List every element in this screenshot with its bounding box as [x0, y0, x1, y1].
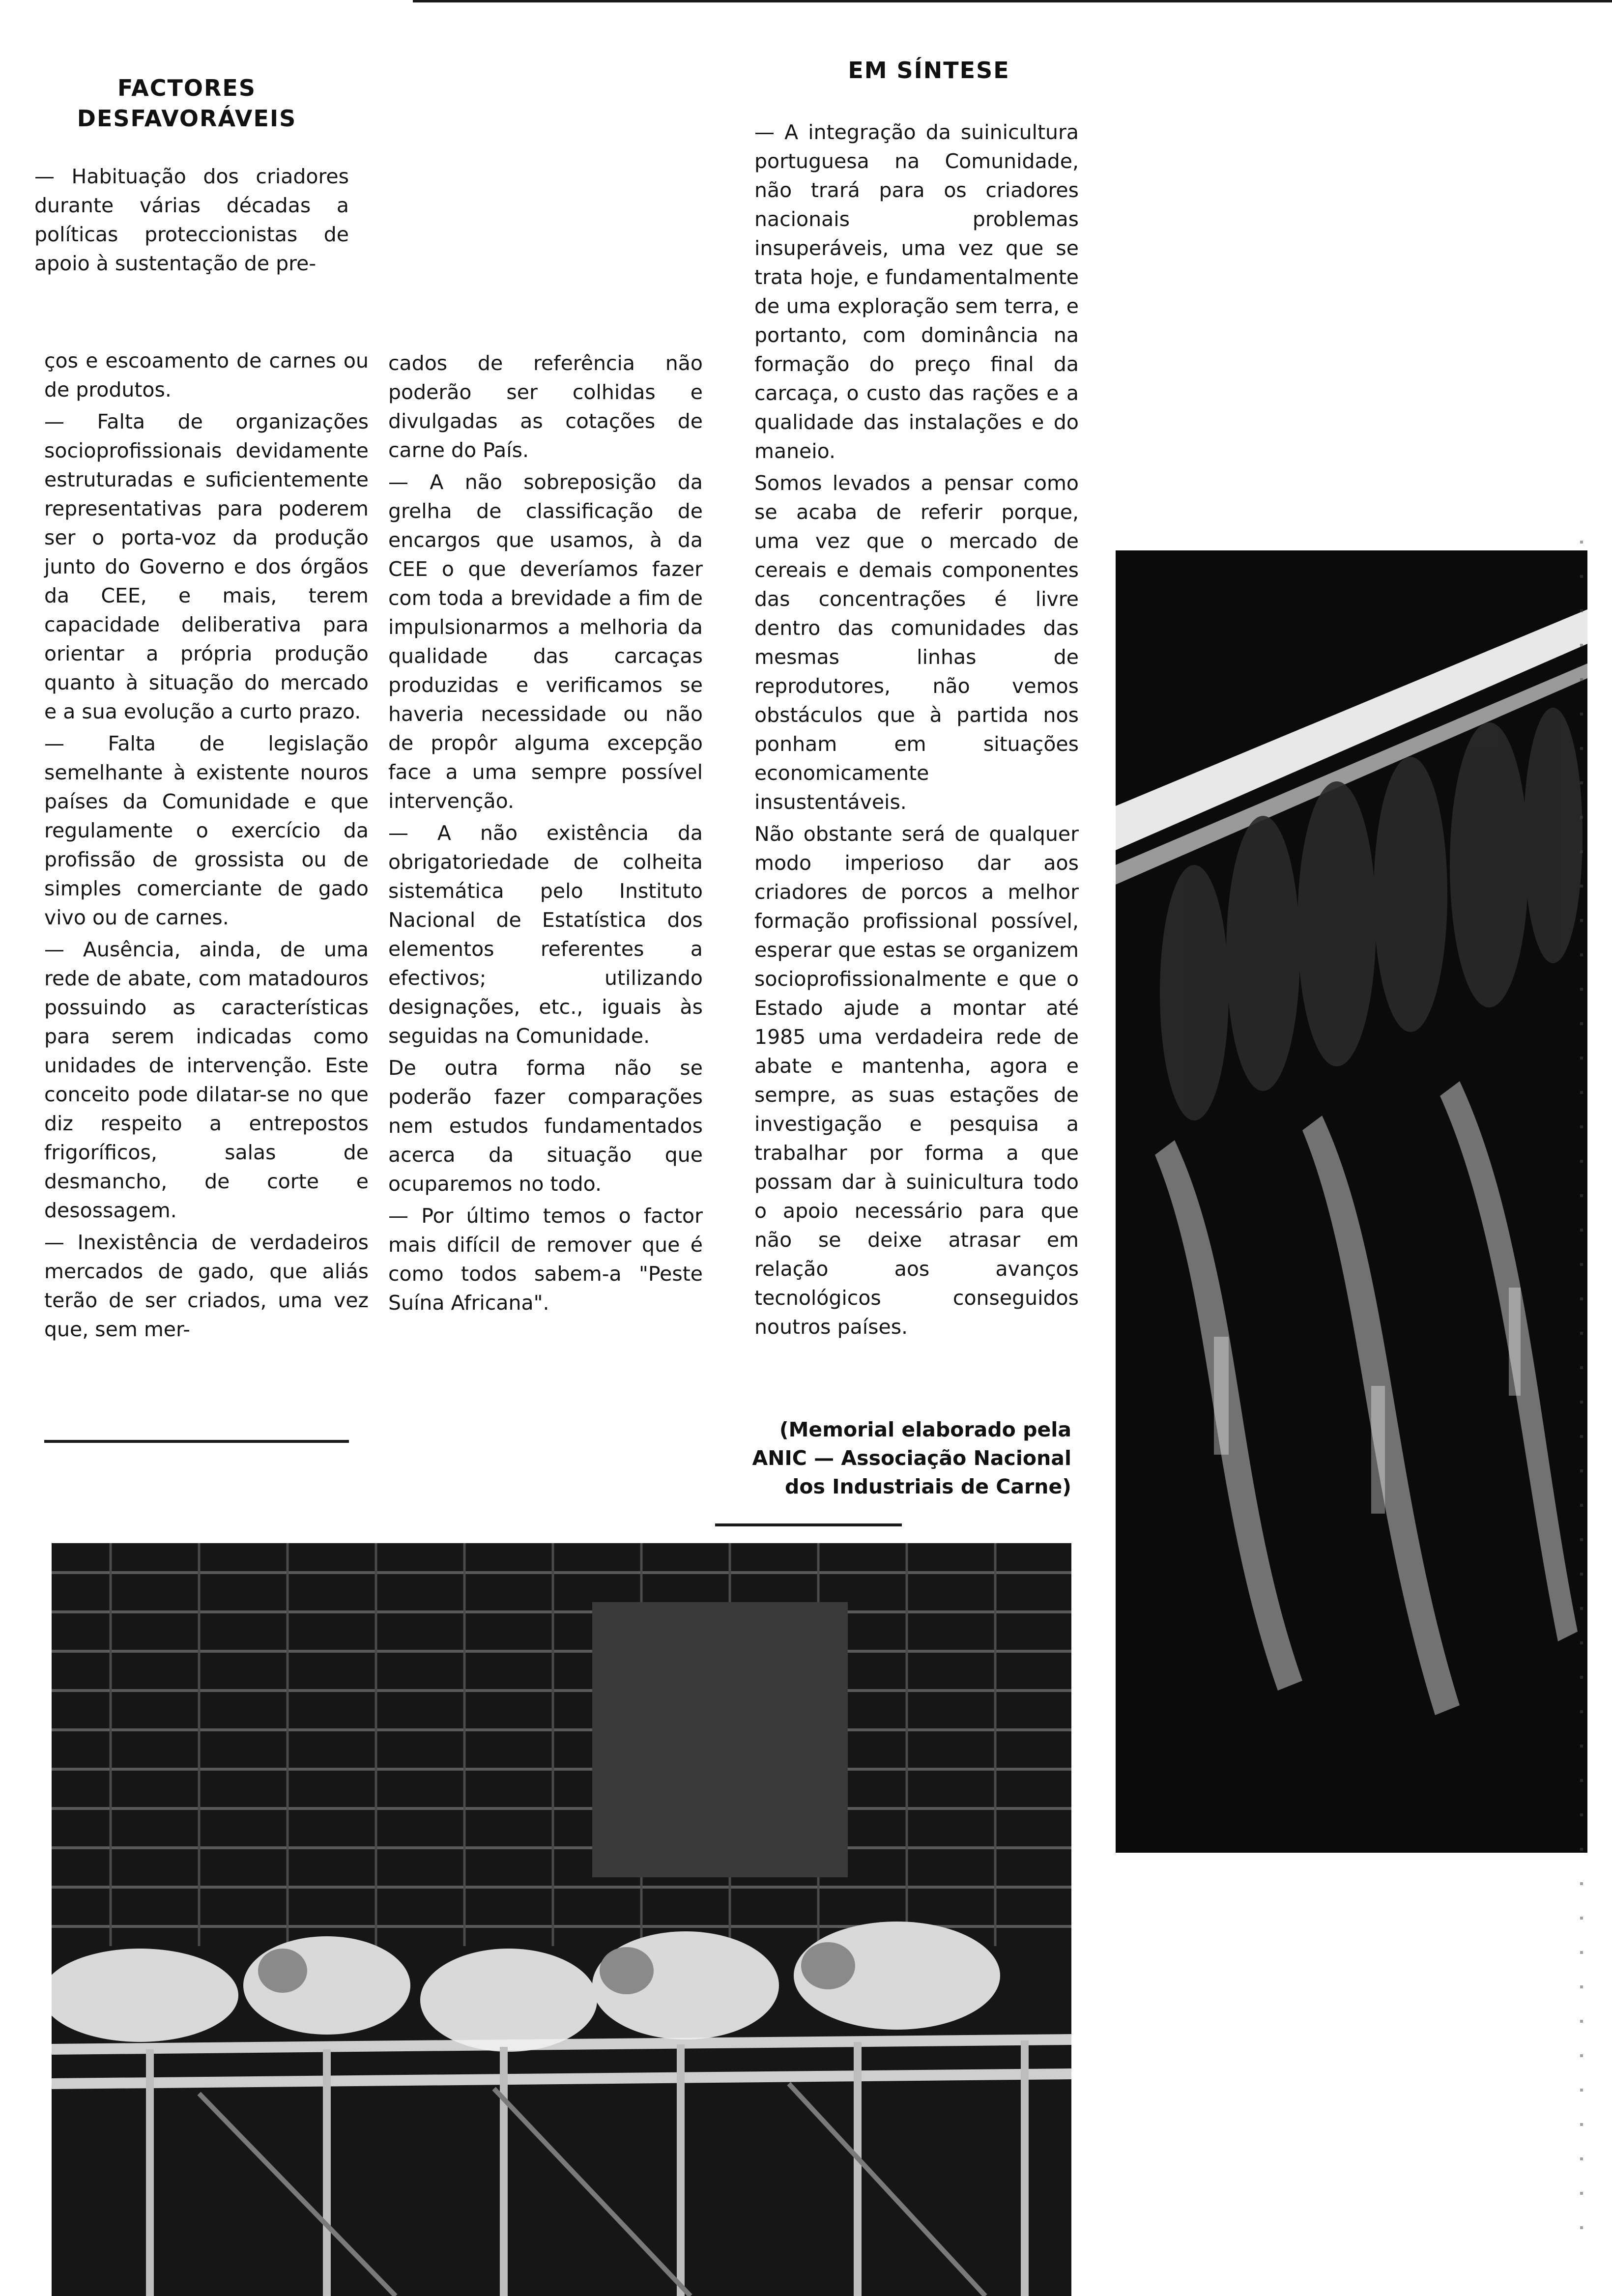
col3-paragraph-2: Somos levados a pensar como se acaba de referir porque, uma vez que o mercado de cereais e demais componentes das concentrações é livre dentro das comunidades das mesmas linhas de reprodutores, não vemos obstáculos que à partida nos ponham em situações economicamente insustentáveis. — [754, 471, 1079, 814]
col2-paragraph-4: De outra forma não se poderão fazer comparações nem estudos fundamentados acerca da situação que ocuparemos no todo. — [388, 1056, 703, 1196]
col2-paragraph-3: — A não existência da obrigatoriedade de colheita sistemática pelo Instituto Nacional de Estatística dos elementos referentes a efectivos; utilizando designações, etc., iguais às seguidas na Comunidade. — [388, 821, 703, 1048]
article-column-3 — [754, 118, 1079, 1345]
credit-underline — [715, 1523, 902, 1526]
col2-paragraph-1: cados de referência não poderão ser colhidas e divulgadas as cotações de carne do País. — [388, 351, 703, 462]
heading-line-1: FACTORES — [117, 75, 256, 101]
photo-pigs-pen — [52, 1543, 1071, 2296]
article-column-2 — [388, 349, 703, 1320]
col1-paragraph-4: — Ausência, ainda, de uma rede de abate, com matadouros possuindo as características para serem indicadas como unidades de intervenção. Este conceito pode dilatar-se no que diz respeito a entrepostos frigoríficos, salas de desmancho, de corte e desossagem. — [44, 938, 369, 1222]
top-rule — [413, 0, 1612, 2]
article-column-1 — [44, 346, 369, 1347]
heading-line-2: DESFAVORÁVEIS — [77, 105, 297, 132]
credit-block — [727, 1415, 1071, 1501]
photo-hanging-carcasses — [1116, 550, 1587, 1853]
intro-paragraph: — Habituação dos criadores durante várias décadas a políticas proteccionistas de apoio à sustentação de pre- — [34, 165, 349, 275]
intro-column — [34, 162, 349, 281]
col1-paragraph-1: ços e escoamento de carnes ou de produtos. — [44, 349, 369, 402]
col1-paragraph-3: — Falta de legislação semelhante à existente nouros países da Comunidade e que regulamente o exercício da profissão de grossista ou de simples comerciante de gado vivo ou de carnes. — [44, 732, 369, 929]
col3-paragraph-1: — A integração da suinicultura portuguesa na Comunidade, não trará para os criadores nacionais problemas insuperáveis, uma vez que se trata hoje, e fundamentalmente de uma exploração sem terra, e portanto, com dominância na formação do preço final da carcaça, o custo das rações e a qualidade das instalações e do maneio. — [754, 120, 1079, 463]
col1-paragraph-5: — Inexistência de verdadeiros mercados de gado, que aliás terão de ser criados, uma vez que, sem mer- — [44, 1231, 369, 1341]
heading-em-sintese: EM SÍNTESE — [848, 57, 1010, 84]
col2-paragraph-2: — A não sobreposição da grelha de classificação de encargos que usamos, à da CEE o que deveríamos fazer com toda a brevidade a fim de impulsionarmos a melhoria da qualidade das carcaças produzidas e verificamos se haveria necessidade ou não de propôr alguma excepção face a uma sempre possível intervenção. — [388, 470, 703, 813]
col1-end-rule — [44, 1440, 349, 1443]
scan-edge-specks — [1580, 541, 1583, 2261]
credit-line-1: (Memorial elaborado pela — [779, 1418, 1071, 1441]
col3-paragraph-3: Não obstante será de qualquer modo imperioso dar aos criadores de porcos a melhor formação profissional possível, esperar que estas se organizem socioprofissionalmente e que o Estado ajude a montar até 1985 uma verdadeira rede de abate e mantenha, agora e sempre, as suas estações de investigação e pesquisa a trabalhar por forma a que possam dar à suinicultura todo o apoio necessário para que não se deixe atrasar em relação aos avanços tecnológicos conseguidos noutros países. — [754, 822, 1079, 1339]
col1-paragraph-2: — Falta de organizações socioprofissionais devidamente estruturadas e suficientemente representativas para poderem ser o porta-voz da produção junto do Governo e dos órgãos da CEE, e mais, terem capacidade deliberativa para orientar a própria produção quanto à situação do mercado e a sua evolução a curto prazo. — [44, 410, 369, 723]
credit-line-2: ANIC — Associação Nacional — [752, 1446, 1071, 1470]
heading-factores — [49, 73, 324, 134]
col2-paragraph-5: — Por último temos o factor mais difícil de remover que é como todos sabem-a "Peste Suína Africana". — [388, 1204, 703, 1315]
credit-line-3: dos Industriais de Carne) — [785, 1475, 1071, 1498]
